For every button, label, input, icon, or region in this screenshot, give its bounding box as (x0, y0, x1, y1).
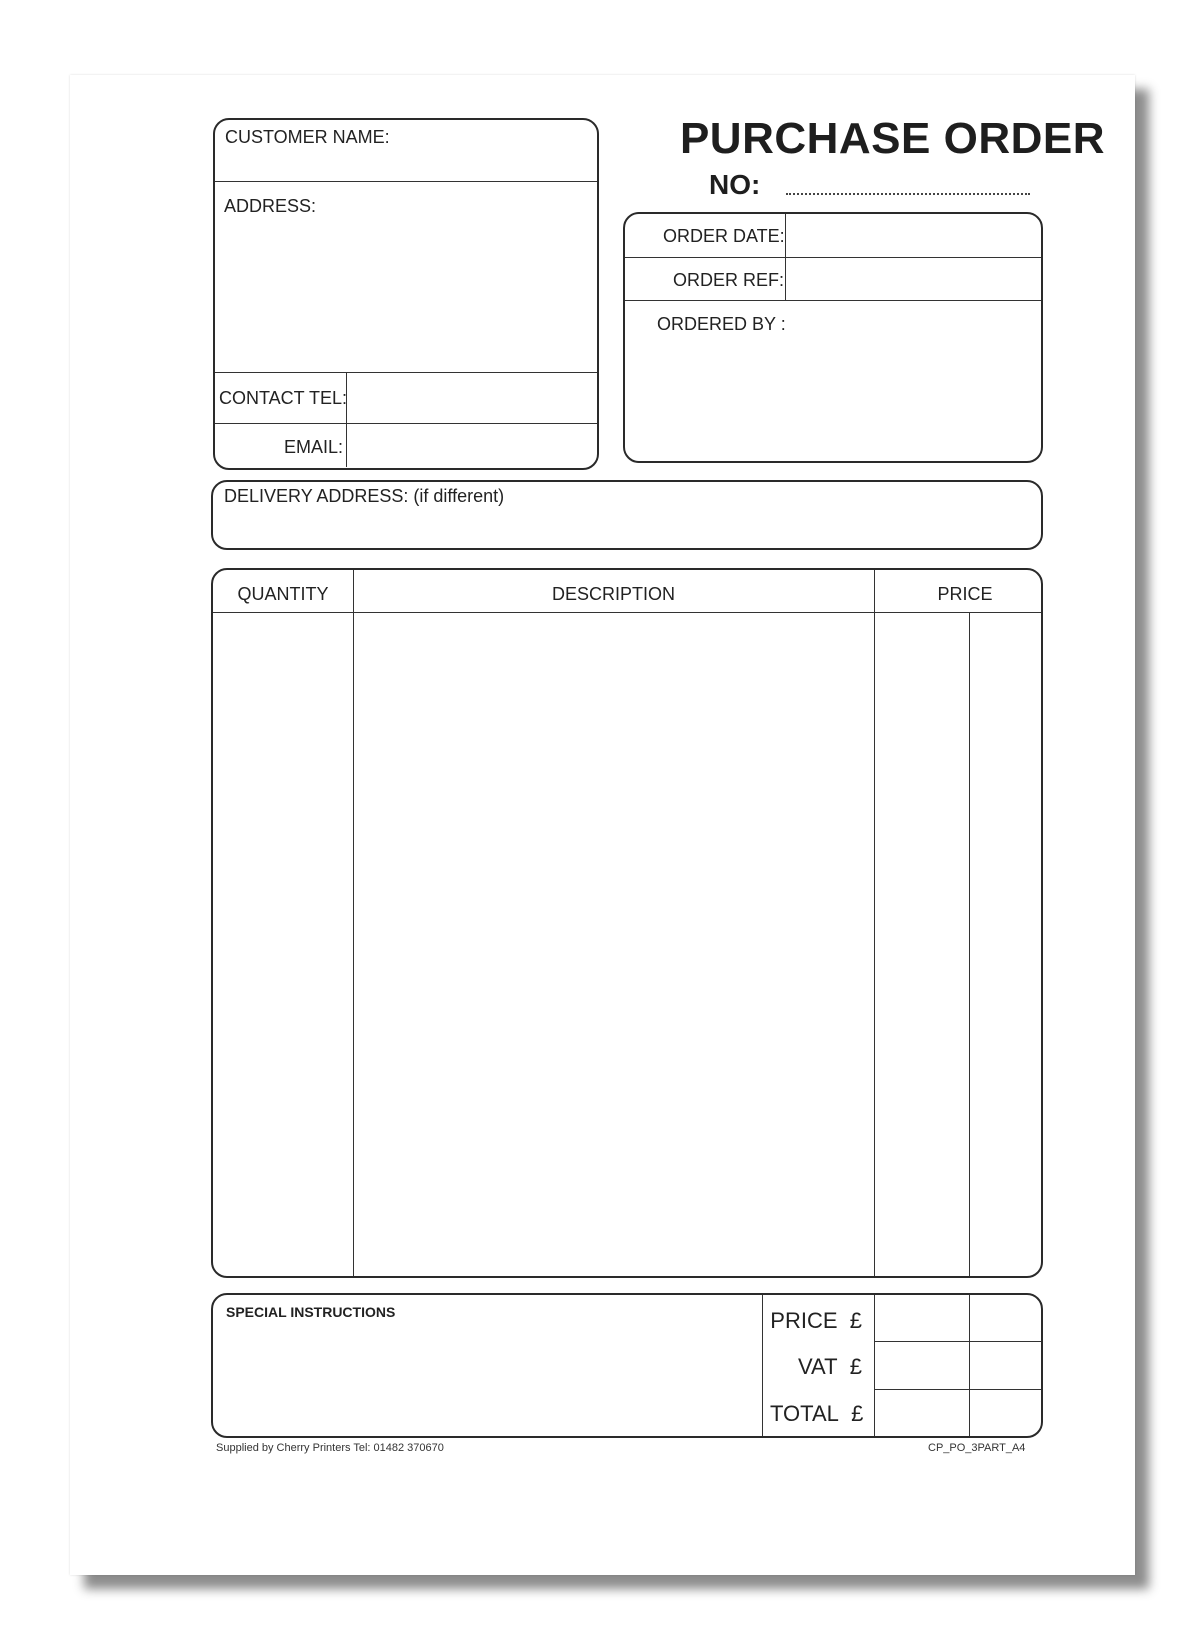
pound-sign: £ (851, 1401, 864, 1426)
delivery-address-field[interactable] (214, 507, 1040, 547)
order-number-field[interactable] (786, 193, 1030, 195)
ordered-by-label: ORDERED BY : (657, 314, 786, 334)
quantity-header: QUANTITY (237, 584, 329, 604)
order-ref-label: ORDER REF: (673, 270, 785, 290)
address-field[interactable] (216, 220, 596, 370)
vat-total-field[interactable] (876, 1343, 1040, 1388)
delivery-address-label: DELIVERY ADDRESS: (if different) (224, 486, 505, 506)
description-column-field[interactable] (355, 614, 873, 1274)
price-pence-column-field[interactable] (971, 614, 1040, 1274)
special-instructions-label: SPECIAL INSTRUCTIONS (226, 1304, 396, 1320)
form-code: CP_PO_3PART_A4 (928, 1442, 1026, 1454)
contact-tel-field[interactable] (348, 375, 596, 422)
ordered-by-field[interactable] (626, 337, 1040, 459)
price-pounds-column-field[interactable] (876, 614, 968, 1274)
form-sheet (70, 75, 1135, 1575)
order-number-label: NO: (709, 169, 761, 200)
grand-total-field[interactable] (876, 1391, 1040, 1435)
customer-name-field[interactable] (216, 150, 596, 180)
order-ref-field[interactable] (787, 259, 1040, 299)
totals-vat-label: VAT £ (797, 1354, 862, 1379)
page-title: PURCHASE ORDER (679, 114, 1105, 163)
special-instructions-field[interactable] (214, 1325, 760, 1435)
order-date-label: ORDER DATE: (663, 226, 785, 246)
contact-tel-label: CONTACT TEL: (219, 388, 348, 408)
price-header: PRICE (937, 584, 993, 604)
totals-total-label: TOTAL £ (770, 1401, 864, 1426)
supplier-footer: Supplied by Cherry Printers Tel: 01482 370670 (216, 1442, 444, 1454)
email-label: EMAIL: (284, 437, 344, 457)
price-total-field[interactable] (876, 1296, 1040, 1340)
totals-price-label: PRICE £ (770, 1308, 862, 1333)
address-label: ADDRESS: (224, 196, 317, 216)
pound-sign: £ (849, 1354, 862, 1379)
order-date-field[interactable] (787, 215, 1040, 256)
email-field[interactable] (348, 425, 596, 467)
customer-name-label: CUSTOMER NAME: (225, 127, 390, 147)
pound-sign: £ (849, 1308, 862, 1333)
description-header: DESCRIPTION (551, 584, 675, 604)
quantity-column-field[interactable] (214, 614, 352, 1274)
